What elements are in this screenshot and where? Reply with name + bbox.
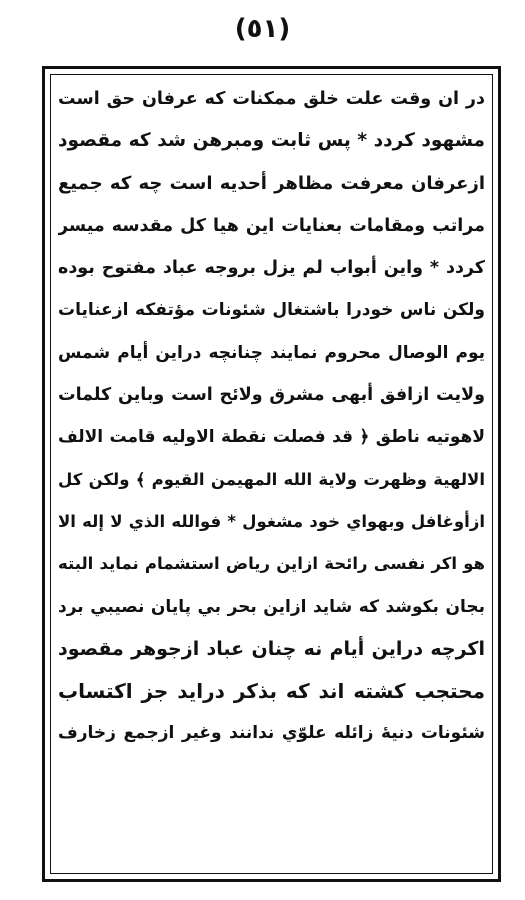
text-body <box>58 78 485 868</box>
text-line: ولكن ناس خودرا باشتغال شئونات مؤتفكه ازعنايات <box>58 300 485 321</box>
text-line: مراتب ومقامات بعنايات اين هيا كل مقدسه ميسر <box>58 215 485 236</box>
text-line: لاهوتيه ناطق ﴿ قد فصلت نقطة الاوليه قامت الالف <box>58 427 485 448</box>
page-number: (٥١) <box>234 14 291 44</box>
text-line: در ان وقت علت خلق ممكنات كه عرفان حق است <box>58 89 485 109</box>
text-line: كردد * واين أبواب لم يزل بروجه عباد مفتوح بوده <box>58 258 485 279</box>
text-line: يوم الوصال محروم نمايند چنانچه دراين أيام شمس <box>58 342 485 363</box>
text-line: مشهود كردد * پس ثابت ومبرهن شد كه مقصود <box>58 130 485 152</box>
text-line: ولايت ازافق أبهى مشرق ولائح است وباين كلمات <box>58 385 485 406</box>
text-line: شئونات دنيهٔ زائله علوّي ندانند وغير ازجمع زخارف <box>58 723 485 744</box>
text-line: محتجب كشته اند كه بذكر درايد جز اكتساب <box>58 679 485 704</box>
text-line: بجان بكوشد كه شايد ازاين بحر بي پايان نصيبي برد <box>58 596 485 617</box>
text-line: ازعرفان معرفت مظاهر أحديه است چه كه جميع <box>58 172 485 194</box>
text-line: ازأوغافل وبهواي خود مشغول * فوالله الذي لا إله الا <box>58 511 485 531</box>
text-line: اكرچه دراين أيام نه چنان عباد ازجوهر مقصود <box>58 637 485 660</box>
text-line: الالهية وظهرت ولاية الله المهيمن القيوم ﴾ ولكن كل <box>58 469 485 489</box>
text-line: هو اكر نفسى رائحة ازاين رياض استشمام نمايد البته <box>58 554 485 574</box>
